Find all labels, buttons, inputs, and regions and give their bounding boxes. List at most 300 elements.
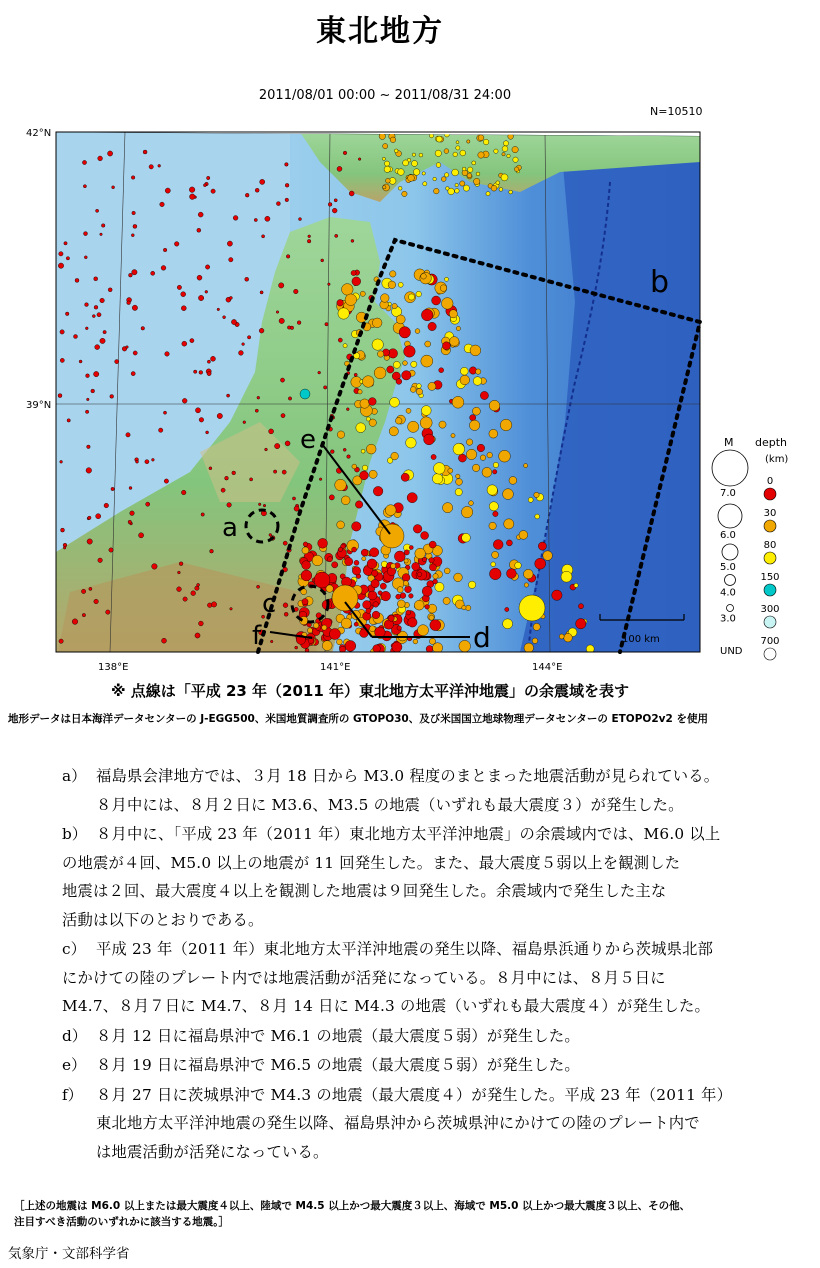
epicenter-dot [83, 185, 86, 188]
epicenter-dot [397, 600, 405, 608]
epicenter-dot [455, 489, 462, 496]
epicenter-dot [358, 390, 362, 394]
epicenter-dot [207, 360, 210, 363]
epicenter-dot [58, 394, 62, 398]
epicenter-dot [126, 433, 130, 437]
epicenter-dot [435, 150, 441, 156]
epicenter-dot [426, 646, 433, 653]
commentary-marker: c） [62, 940, 86, 958]
epicenter-dot [87, 445, 91, 449]
epicenter-dot [486, 192, 490, 196]
epicenter-dot [564, 633, 573, 642]
epicenter-dot [199, 371, 203, 375]
epicenter-dot [415, 329, 420, 334]
commentary-list [62, 762, 792, 1167]
epicenter-dot [381, 591, 391, 601]
epicenter-dot [245, 277, 249, 281]
epicenter-dot [503, 489, 514, 500]
epicenter-dot [227, 241, 232, 246]
epicenter-dot [372, 570, 378, 576]
epicenter-dot [343, 448, 346, 451]
epicenter-dot [133, 224, 137, 228]
epicenter-dot [190, 194, 196, 200]
epicenter-dot [130, 511, 135, 516]
epicenter-dot [151, 271, 155, 275]
epicenter-dot [507, 569, 517, 579]
epicenter-dot [279, 283, 284, 288]
epicenter-dot [489, 400, 500, 411]
epicenter-dot [341, 618, 351, 628]
epicenter-dot [362, 557, 366, 561]
epicenter-dot [402, 574, 410, 582]
epicenter-dot [398, 282, 403, 287]
epicenter-dot [493, 540, 503, 550]
epicenter-dot [239, 351, 244, 356]
epicenter-dot [499, 188, 503, 192]
epicenter-dot [396, 594, 401, 599]
epicenter-dot [96, 209, 99, 212]
epicenter-dot [535, 514, 540, 519]
epicenter-dot [162, 638, 167, 643]
epicenter-dot [96, 514, 101, 519]
epicenter-dot [72, 619, 78, 625]
epicenter-dot [245, 193, 249, 197]
epicenter-dot [429, 564, 436, 571]
legend-depth-swatch [764, 648, 776, 660]
epicenter-dot [493, 511, 498, 516]
epicenter-dot [328, 203, 332, 207]
epicenter-dot [496, 181, 500, 185]
epicenter-dot [439, 421, 446, 428]
epicenter-dot [459, 640, 471, 652]
epicenter-dot [392, 303, 397, 308]
epicenter-dot [397, 587, 403, 593]
epicenter-dot [182, 341, 187, 346]
epicenter-dot [133, 351, 137, 355]
epicenter-dot [403, 160, 409, 166]
epicenter-dot [372, 318, 382, 328]
epicenter-dot [181, 306, 186, 311]
epicenter-dot [225, 476, 229, 480]
epicenter-dot [84, 232, 88, 236]
epicenter-dot [408, 294, 414, 300]
epicenter-dot [440, 285, 447, 292]
epicenter-dot [409, 546, 413, 550]
legend-depth-label: 300 [760, 604, 780, 615]
commentary-marker: e） [62, 1056, 87, 1074]
epicenter-dot [177, 587, 182, 592]
epicenter-dot [442, 298, 454, 310]
epicenter-dot [472, 407, 480, 415]
epicenter-dot [369, 470, 377, 478]
criteria-line: 注目すべき活動のいずれかに該当する地震。］ [14, 1216, 230, 1228]
epicenter-dot [345, 641, 356, 652]
epicenter-dot [578, 604, 583, 609]
epicenter-dot [466, 439, 472, 445]
epicenter-dot [262, 235, 265, 238]
epicenter-dot [412, 562, 420, 570]
region-label-c: c [262, 589, 277, 619]
epicenter-dot [451, 434, 455, 438]
epicenter-dot [468, 581, 475, 588]
epicenter-dot [89, 587, 92, 590]
commentary-item [62, 820, 792, 934]
epicenter-dot [75, 278, 79, 282]
epicenter-dot [100, 233, 103, 236]
epicenter-dot [407, 493, 417, 503]
epicenter-dot [385, 505, 396, 516]
commentary-item [62, 1022, 792, 1051]
epicenter-dot [506, 540, 512, 546]
epicenter-dot [576, 619, 586, 629]
epicenter-dot [85, 303, 89, 307]
epicenter-dot [258, 503, 261, 506]
epicenter-dot [512, 146, 518, 152]
epicenter-dot [341, 496, 350, 505]
epicenter-dot [174, 242, 179, 247]
epicenter-dot [352, 464, 357, 469]
epicenter-dot [416, 291, 422, 297]
epicenter-dot [332, 585, 358, 611]
epicenter-dot [491, 185, 497, 191]
epicenter-dot [318, 371, 321, 374]
epicenter-dot [337, 521, 345, 529]
commentary-line: 福島県会津地方では、３月 18 日から M3.0 程度のまとまった地震活動が見られている。 [96, 767, 720, 785]
epicenter-dot [444, 149, 449, 154]
epicenter-dot [303, 542, 308, 547]
epicenter-dot [210, 549, 214, 553]
epicenter-dot [189, 187, 195, 193]
epicenter-dot [368, 398, 376, 406]
epicenter-dot [206, 431, 209, 434]
epicenter-dot [478, 135, 484, 141]
epicenter-dot [411, 361, 417, 367]
epicenter-dot [161, 266, 166, 271]
epicenter-dot [493, 470, 497, 474]
epicenter-dot [431, 454, 436, 459]
epicenter-dot [94, 599, 99, 604]
epicenter-dot [112, 186, 115, 189]
epicenter-dot [79, 360, 82, 363]
epicenter-dot [467, 140, 470, 143]
epicenter-dot [379, 133, 385, 139]
epicenter-dot [351, 270, 356, 275]
epicenter-dot [390, 271, 396, 277]
epicenter-dot [420, 417, 432, 429]
epicenter-dot [358, 158, 361, 161]
legend-magnitude-circle [725, 575, 736, 586]
epicenter-dot [470, 345, 481, 356]
commentary-text [96, 1051, 792, 1080]
epicenter-dot [535, 558, 546, 569]
epicenter-dot [406, 610, 411, 615]
epicenter-dot [502, 153, 505, 156]
epicenter-dot [468, 167, 473, 172]
scale-label: 100 km [622, 634, 660, 645]
legend [712, 436, 788, 660]
event-count: N=10510 [650, 105, 703, 118]
epicenter-dot [275, 443, 280, 448]
epicenter-dot [257, 396, 260, 399]
epicenter-dot [92, 315, 95, 318]
epicenter-dot [332, 208, 337, 213]
epicenter-dot [282, 470, 286, 474]
epicenter-dot [181, 490, 186, 495]
epicenter-dot [453, 443, 465, 455]
epicenter-dot [388, 615, 394, 621]
epicenter-dot [388, 281, 396, 289]
epicenter-dot [217, 308, 220, 311]
epicenter-dot [453, 152, 458, 157]
epicenter-dot [233, 216, 238, 221]
legend-magnitude-circle [722, 544, 738, 560]
epicenter-dot [456, 141, 459, 144]
epicenter-dot [519, 595, 545, 621]
epicenter-dot [301, 570, 312, 581]
epicenter-dot [363, 601, 371, 609]
legend-depth-swatch [764, 584, 776, 596]
epicenter-dot [408, 421, 419, 432]
epicenter-dot [443, 597, 450, 604]
epicenter-dot [58, 263, 63, 268]
epicenter-dot [456, 146, 460, 150]
epicenter-dot [460, 375, 470, 385]
region-label-f: f [252, 621, 262, 651]
epicenter-dot [509, 190, 513, 194]
epicenter-dot [86, 468, 92, 474]
epicenter-dot [414, 600, 424, 610]
epicenter-dot [519, 531, 528, 540]
epicenter-dot [276, 202, 280, 206]
epicenter-dot [197, 275, 202, 280]
commentary-text [96, 762, 792, 819]
epicenter-dot [402, 191, 407, 196]
epicenter-dot [404, 550, 409, 555]
commentary-line: 地震は２回、最大震度４以上を観測した地震は９回発生した。余震域内で発生した主な [62, 882, 667, 900]
epicenter-dot [458, 454, 466, 462]
epicenter-dot [330, 450, 334, 454]
legend-depth-label: 80 [763, 540, 777, 551]
epicenter-dot [402, 371, 411, 380]
legend-magnitude-label: UND [720, 646, 743, 657]
commentary-text [62, 820, 792, 934]
epicenter-dot [445, 132, 450, 137]
epicenter-dot [100, 338, 105, 343]
epicenter-dot [528, 497, 533, 502]
commentary-marker: d） [62, 1026, 88, 1045]
epicenter-dot [500, 419, 512, 431]
epicenter-dot [126, 346, 129, 349]
epicenter-dot [372, 611, 380, 619]
epicenter-dot [433, 574, 438, 579]
epicenter-dot [345, 558, 353, 566]
epicenter-dot [297, 321, 301, 325]
terrain-credit: 地形データは日本海洋データセンターの J-EGG500、米国地質調査所の GTOPO30、及び米国国立地球物理データセンターの ETOPO2v2 を使用 [8, 713, 708, 725]
epicenter-dot [450, 337, 460, 347]
epicenter-dot [454, 573, 463, 582]
epicenter-dot [374, 367, 386, 379]
epicenter-dot [64, 242, 67, 245]
epicenter-dot [164, 479, 168, 483]
epicenter-dot [287, 326, 290, 329]
epicenter-dot [391, 452, 399, 460]
epicenter-dot [368, 591, 377, 600]
epicenter-dot [342, 284, 354, 296]
epicenter-dot [413, 169, 420, 176]
epicenter-dot [383, 186, 386, 189]
epicenter-dot [399, 327, 410, 338]
epicenter-dot [131, 176, 135, 180]
epicenter-dot [182, 398, 187, 403]
epicenter-dot [483, 139, 489, 145]
epicenter-dot [524, 583, 528, 587]
epicenter-dot [472, 464, 479, 471]
epicenter-dot [127, 301, 131, 305]
epicenter-dot [276, 311, 279, 314]
epicenter-dot [469, 501, 474, 506]
epicenter-dot [460, 150, 466, 156]
epicenter-dot [524, 569, 534, 579]
epicenter-dot [260, 179, 265, 184]
epicenter-dot [391, 563, 396, 568]
commentary-line: ８月 19 日に福島県沖で M6.5 の地震（最大震度５弱）が発生した。 [96, 1056, 580, 1074]
epicenter-dot [473, 377, 482, 386]
epicenter-dot [403, 361, 408, 366]
epicenter-dot [543, 551, 553, 561]
epicenter-dot [201, 513, 204, 516]
legend-magnitude-label: 7.0 [720, 488, 736, 499]
epicenter-dot [178, 571, 181, 574]
epicenter-dot [381, 294, 390, 303]
lon-label-141: 141°E [320, 662, 351, 673]
epicenter-dot [455, 183, 458, 186]
epicenter-dot [82, 613, 85, 616]
epicenter-dot [390, 397, 400, 407]
epicenter-dot [338, 308, 349, 319]
epicenter-dot [371, 579, 379, 587]
epicenter-dot [181, 292, 186, 297]
epicenter-dot [466, 605, 471, 610]
epicenter-dot [428, 382, 436, 390]
epicenter-dot [408, 175, 415, 182]
epicenter-dot [177, 285, 181, 289]
epicenter-dot [207, 176, 210, 179]
epicenter-dot [247, 336, 250, 339]
epicenter-dot [207, 372, 211, 376]
epicenter-dot [425, 341, 431, 347]
epicenter-dot [421, 532, 429, 540]
epicenter-dot [463, 185, 469, 191]
epicenter-dot [94, 277, 98, 281]
epicenter-dot [433, 643, 443, 653]
commentary-item [62, 1081, 792, 1167]
epicenter-dot [552, 590, 562, 600]
epicenter-dot [141, 327, 145, 331]
epicenter-dot [432, 296, 441, 305]
epicenter-dot [229, 258, 233, 262]
epicenter-dot [415, 548, 426, 559]
epicenter-dot [328, 283, 331, 286]
epicenter-dot [489, 502, 498, 511]
epicenter-dot [448, 188, 455, 195]
epicenter-dot [82, 160, 86, 164]
epicenter-dot [360, 399, 369, 408]
epicenter-dot [444, 277, 448, 281]
epicenter-dot [338, 547, 342, 551]
epicenter-dot [380, 524, 404, 548]
epicenter-dot [533, 623, 540, 630]
epicenter-dot [103, 330, 106, 333]
commentary-line: ８月中には、８月２日に M3.6、M3.5 の地震（いずれも最大震度３）が発生した。 [96, 795, 684, 814]
epicenter-dot [383, 144, 388, 149]
epicenter-dot [436, 136, 442, 142]
epicenter-dot [410, 387, 416, 393]
epicenter-dot [294, 506, 299, 511]
epicenter-dot [456, 474, 460, 478]
criteria-line: ［上述の地震は M6.0 以上または最大震度４以上、陸域で M4.5 以上かつ最大震度３以上、海域で M5.0 以上かつ最大震度３以上、その他、 [14, 1200, 691, 1212]
epicenter-dot [360, 471, 369, 480]
epicenter-dot [143, 150, 147, 154]
epicenter-dot [384, 166, 390, 172]
legend-magnitude-label: 5.0 [720, 562, 736, 573]
epicenter-dot [470, 415, 476, 421]
epicenter-dot [255, 188, 259, 192]
epicenter-dot [338, 338, 342, 342]
epicenter-dot [404, 559, 408, 563]
epicenter-dot [574, 583, 578, 587]
epicenter-dot [472, 161, 476, 165]
epicenter-dot [131, 234, 134, 237]
commentary-marker: a） [62, 767, 87, 785]
epicenter-dot [101, 224, 105, 228]
epicenter-dot [160, 202, 165, 207]
epicenter-dot [97, 313, 101, 317]
legend-magnitude-circle [712, 450, 748, 486]
epicenter-dot [179, 562, 183, 566]
epicenter-dot [502, 146, 508, 152]
commentary-line: ８月 27 日に茨城県沖で M4.3 の地震（最大震度４）が発生した。平成 23 年（2011 年） [96, 1085, 733, 1104]
epicenter-dot [191, 591, 196, 596]
epicenter-dot [373, 602, 379, 608]
epicenter-dot [322, 625, 327, 630]
epicenter-dot [456, 326, 460, 330]
commentary-line: は地震活動が活発になっている。 [96, 1142, 329, 1161]
epicenter-dot [433, 579, 438, 584]
epicenter-dot [412, 153, 415, 156]
page-title: 東北地方 [316, 14, 444, 49]
epicenter-dot [163, 248, 167, 252]
epicenter-dot [308, 638, 313, 643]
epicenter-dot [132, 211, 136, 215]
epicenter-dot [534, 492, 539, 497]
epicenter-dot [94, 371, 99, 376]
epicenter-dot [321, 259, 324, 262]
epicenter-dot [337, 431, 344, 438]
legend-depth-title: depth [755, 436, 788, 449]
epicenter-dot [95, 345, 100, 350]
epicenter-dot [400, 593, 406, 599]
epicenter-dot [487, 485, 497, 495]
epicenter-dot [285, 163, 289, 167]
epicenter-dot [242, 343, 245, 346]
epicenter-dot [74, 335, 78, 339]
epicenter-dot [462, 533, 471, 542]
epicenter-dot [263, 504, 266, 507]
epicenter-dot [421, 309, 433, 321]
epicenter-dot [489, 522, 496, 529]
epicenter-dot [490, 568, 502, 580]
epicenter-dot [198, 212, 203, 217]
